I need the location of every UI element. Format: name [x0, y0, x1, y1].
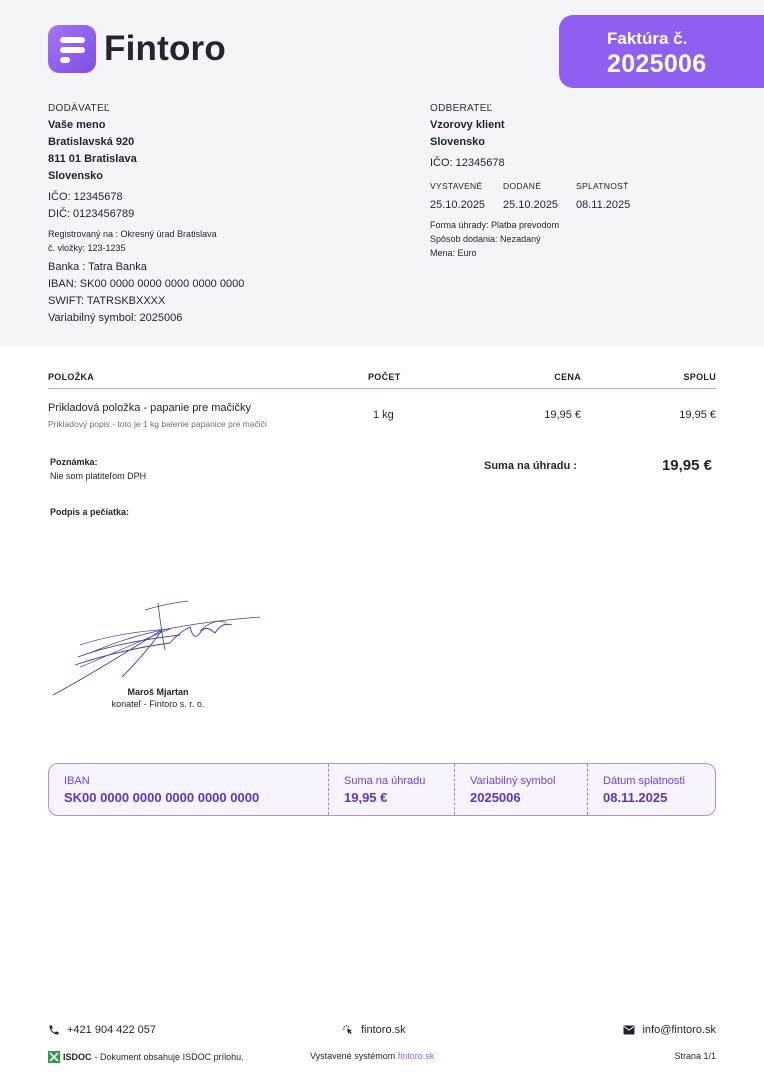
item-description: Prikladový popis - toto je 1 kg balenie papanice pre mačiči	[48, 419, 267, 429]
supplier-caption: DODÁVATEĽ	[48, 103, 110, 114]
email-link[interactable]: info@fintoro.sk	[642, 1024, 716, 1036]
item-qty: 1 kg	[373, 409, 394, 421]
table-row	[48, 402, 716, 432]
summary-value: 19,95 €	[661, 457, 712, 474]
issued-by-text: Vystavené systémom	[310, 1051, 396, 1061]
supplier-swift: SWIFT: TATRSKBXXXX	[48, 295, 166, 307]
date-delivered-value: 25.10.2025	[503, 199, 559, 211]
supplier-bank: Banka : Tatra Banka	[48, 261, 147, 273]
page-number	[674, 1051, 716, 1061]
supplier-name: Vaše meno	[48, 119, 106, 131]
phone-number: +421 904 422 057	[67, 1024, 157, 1036]
col-item: POLOŽKA	[48, 372, 95, 382]
supplier-city: 811 01 Bratislava	[48, 153, 137, 165]
invoice-dates	[430, 178, 649, 214]
issued-by	[310, 1051, 434, 1061]
item-name: Prikladová položka - papanie pre mačičky	[48, 402, 251, 414]
item-price: 19,95 €	[544, 409, 581, 421]
payment-form: Forma úhrady: Platba prevodom	[430, 220, 560, 230]
date-issued-caption: VYSTAVENÉ	[430, 181, 483, 191]
pay-vs-caption: Variabilný symbol	[470, 775, 556, 787]
brand-logo	[48, 25, 226, 73]
contact-web	[342, 1024, 406, 1036]
contact-bar	[48, 1024, 716, 1040]
pay-due-date	[587, 764, 715, 815]
contact-email	[623, 1024, 716, 1036]
issued-by-link[interactable]: fintoro.sk	[397, 1051, 435, 1061]
invoice-number: 2025006	[607, 50, 707, 78]
date-due-caption: SPLATNOSŤ	[576, 181, 629, 191]
items-table-header	[48, 372, 716, 389]
invoice-number-badge	[559, 15, 764, 88]
currency: Mena: Euro	[430, 248, 477, 258]
pay-amount-caption: Suma na úhradu	[344, 775, 426, 787]
date-delivered	[503, 178, 576, 214]
pay-amount	[328, 764, 454, 815]
supplier-variable-symbol: Variabilný symbol: 2025006	[48, 312, 183, 324]
col-total: SPOLU	[683, 372, 716, 382]
pay-iban	[49, 764, 328, 815]
signer	[108, 686, 208, 710]
pay-due-caption: Dátum splatnosti	[603, 775, 685, 787]
supplier-street: Bratislavská 920	[48, 136, 135, 148]
supplier-iban: IBAN: SK00 0000 0000 0000 0000 0000	[48, 278, 245, 290]
page-number-text: Strana 1/1	[674, 1051, 716, 1061]
date-issued-value: 25.10.2025	[430, 199, 486, 211]
pointer-click-icon	[342, 1024, 354, 1036]
signature-label: Podpis a pečiatka:	[50, 507, 130, 517]
isdoc-label: ISDOC	[63, 1052, 92, 1062]
fintoro-logo-icon	[48, 25, 96, 73]
brand-name: Fintoro	[104, 29, 226, 68]
customer-name: Vzorovy klient	[430, 119, 505, 131]
col-qty: POČET	[368, 372, 401, 382]
pay-vs-value: 2025006	[470, 790, 521, 805]
supplier-country: Slovensko	[48, 170, 104, 182]
phone-icon	[48, 1024, 60, 1036]
supplier-ico: IČO: 12345678	[48, 191, 123, 203]
website-link[interactable]: fintoro.sk	[361, 1024, 406, 1036]
note-block	[50, 455, 146, 483]
summary-label: Suma na úhradu :	[484, 460, 577, 472]
date-issued	[430, 178, 503, 214]
item-total: 19,95 €	[679, 409, 716, 421]
supplier-dic: DIČ: 0123456789	[48, 208, 135, 220]
signer-role: konateľ - Fintoro s. r. o.	[111, 699, 205, 709]
delivery-method: Spôsob dodania: Nezadaný	[430, 234, 541, 244]
date-due	[576, 178, 649, 214]
supplier-insert-no: č. vložky: 123-1235	[48, 243, 126, 253]
note-label: Poznámka:	[50, 457, 98, 467]
handwritten-signature	[50, 595, 270, 700]
isdoc-note	[48, 1051, 244, 1063]
supplier-registered: Registrovaný na : Okresný úrad Bratislava	[48, 229, 217, 239]
signer-name: Maroš Mjartan	[127, 687, 189, 697]
col-price: CENA	[554, 372, 581, 382]
invoice-label: Faktúra č.	[607, 29, 688, 48]
customer-block	[430, 100, 649, 260]
pay-iban-value: SK00 0000 0000 0000 0000 0000	[64, 790, 260, 805]
pay-amount-value: 19,95 €	[344, 790, 388, 805]
contact-phone	[48, 1024, 156, 1036]
pay-iban-caption: IBAN	[64, 775, 90, 787]
mail-icon	[623, 1025, 635, 1035]
payment-summary-box	[48, 763, 716, 816]
date-delivered-caption: DODANÉ	[503, 181, 542, 191]
customer-caption: ODBERATEĽ	[430, 103, 493, 114]
pay-due-value: 08.11.2025	[603, 790, 668, 805]
pay-variable-symbol	[454, 764, 587, 815]
supplier-block	[48, 100, 244, 327]
isdoc-icon	[48, 1051, 60, 1063]
isdoc-text: - Dokument obsahuje ISDOC prílohu.	[94, 1052, 244, 1062]
customer-country: Slovensko	[430, 136, 486, 148]
date-due-value: 08.11.2025	[576, 199, 631, 211]
note-text: Nie som platiteľom DPH	[50, 471, 147, 481]
customer-ico: IČO: 12345678	[430, 157, 505, 169]
